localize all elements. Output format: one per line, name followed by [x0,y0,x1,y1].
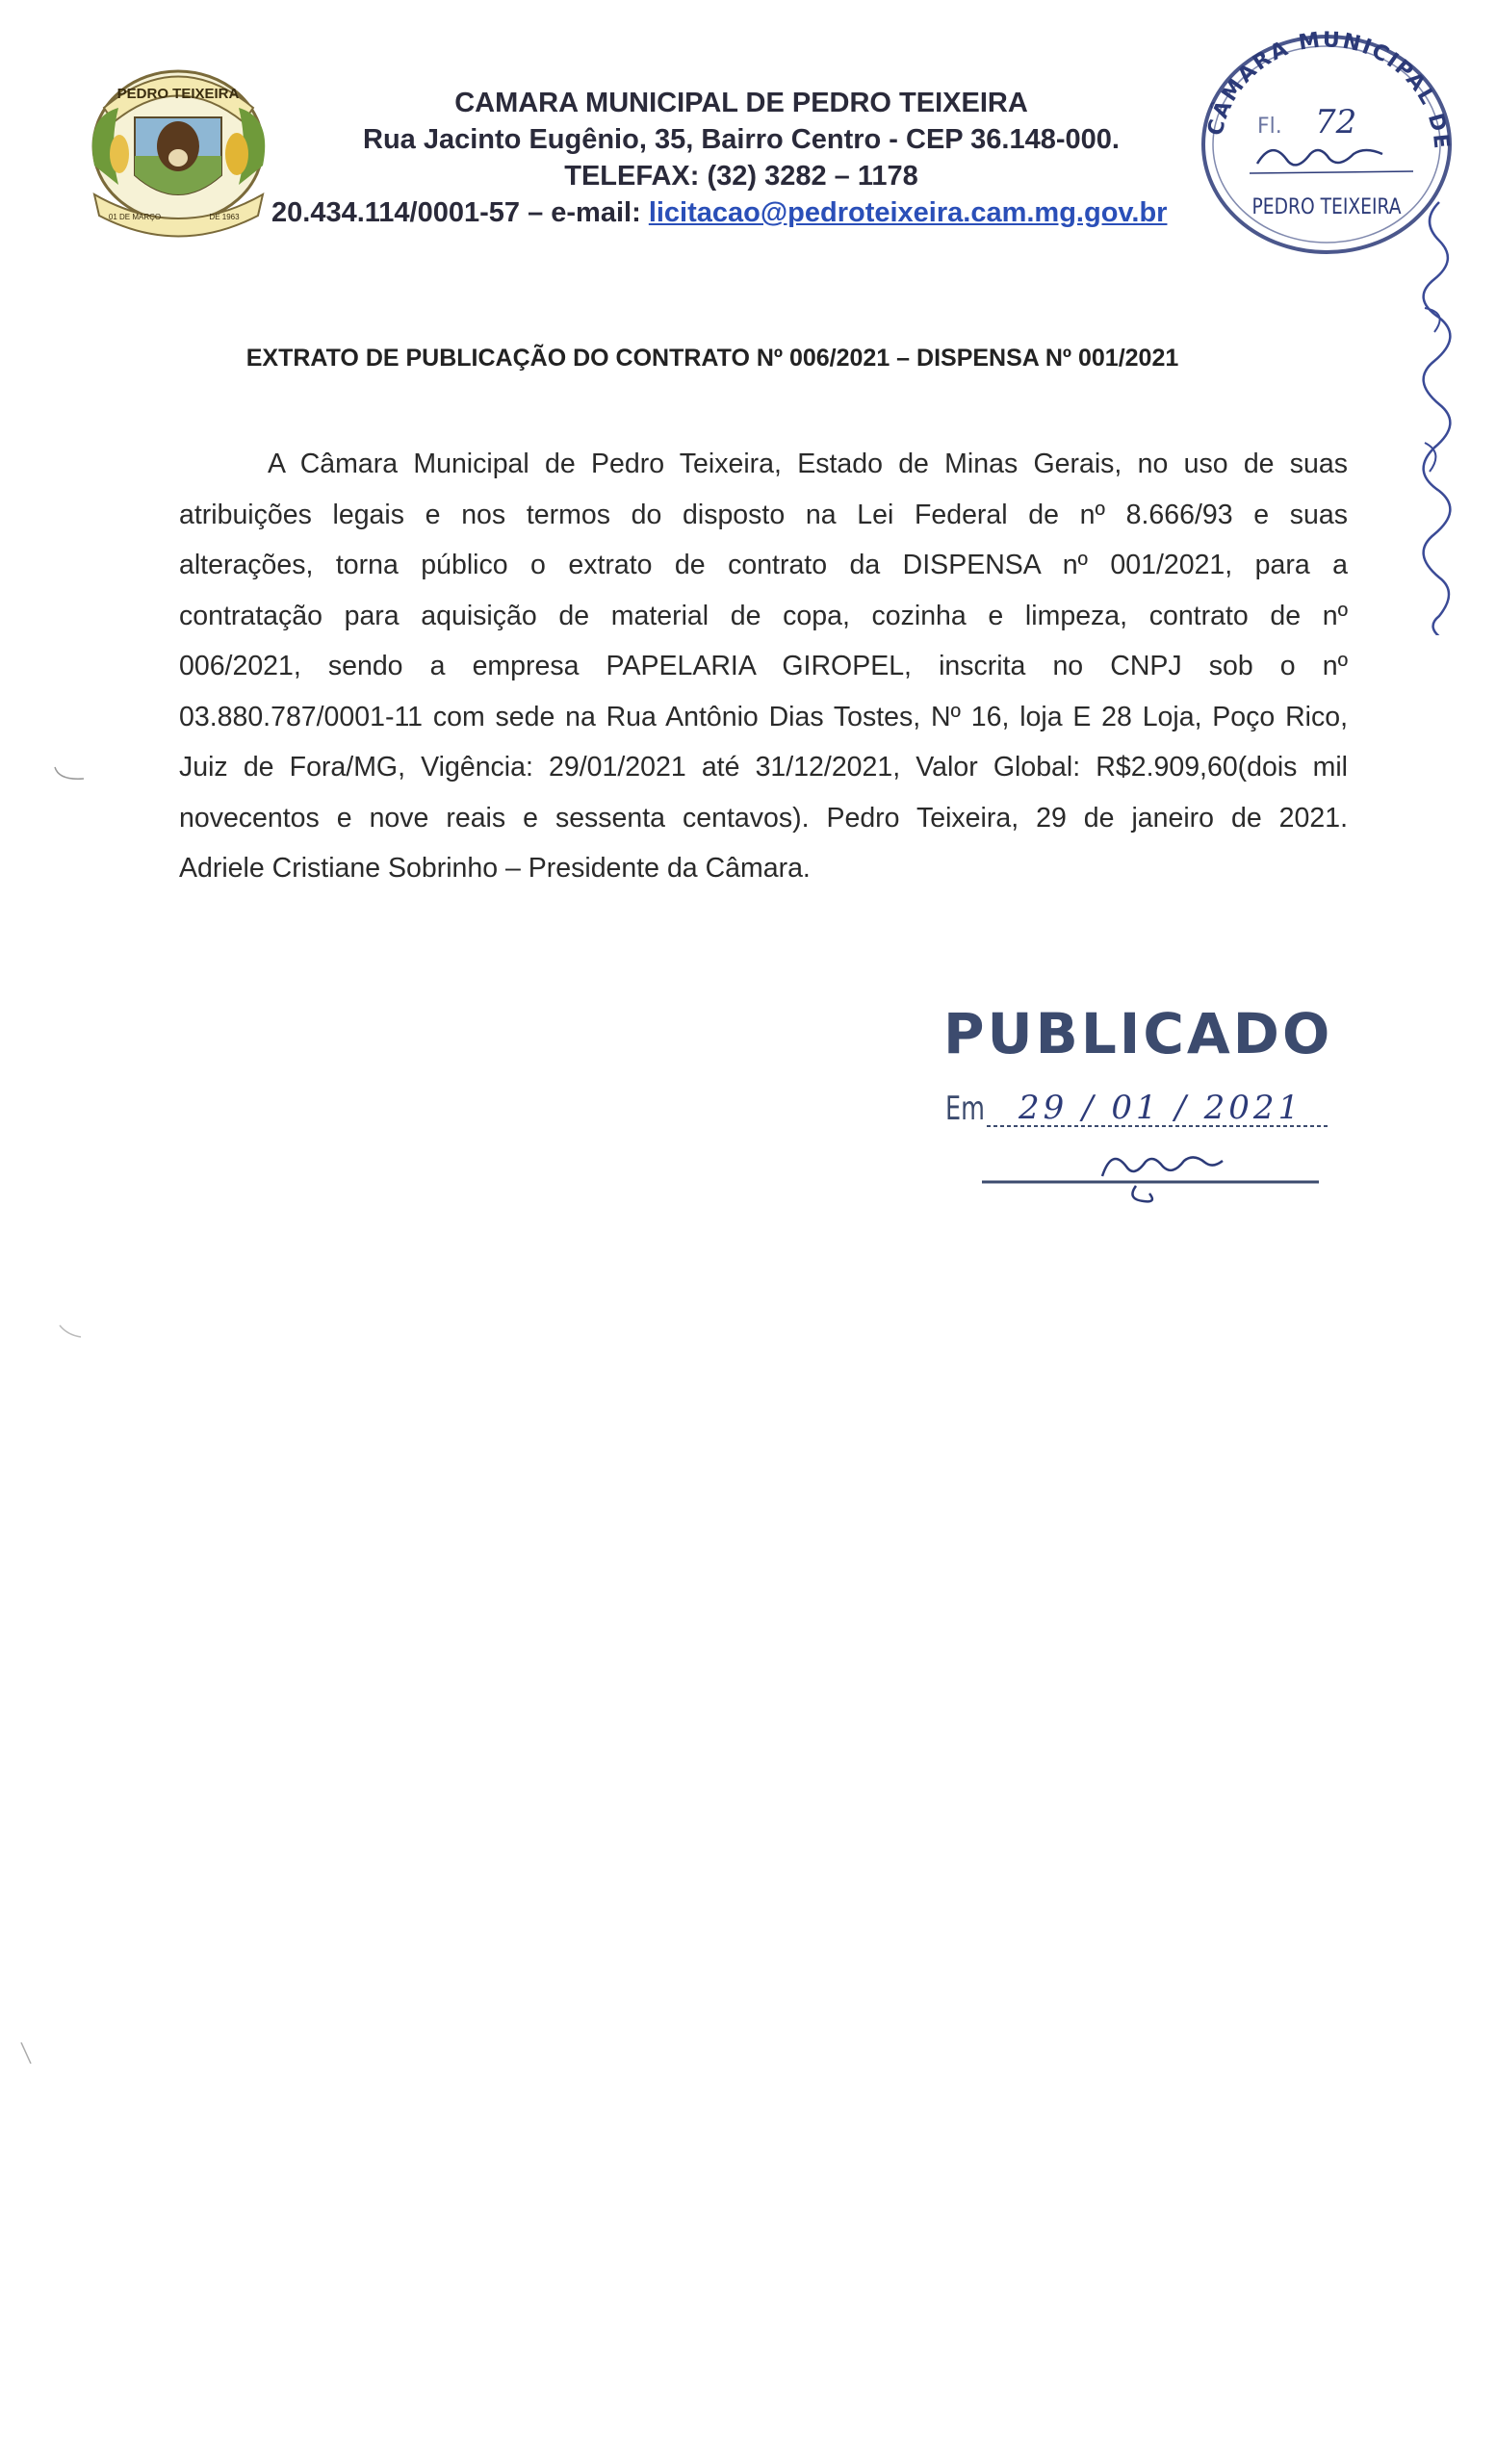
body-line: novecentos e nove reais e sessenta centavos). Pedro Teixeira, 29 de janeiro de 2021. [179,802,1348,834]
publication-date: 29 / 01 / 2021 [1019,1089,1303,1127]
publication-stamp [943,1001,1348,1222]
org-contact [271,194,1223,231]
stamp-signature [1257,150,1382,165]
letterhead [260,85,1223,231]
stamp-page-label: Fl. [1257,115,1282,139]
body-line: 006/2021, sendo a empresa PAPELARIA GIROPEL, inscrita no CNPJ sob o nº [179,651,1348,681]
email-link[interactable]: licitacao@pedroteixeira.cam.mg.gov.br [648,197,1168,228]
coat-of-arms-icon [75,50,282,243]
org-address: Rua Jacinto Eugênio, 35, Bairro Centro - CEP 36.148-000. [363,124,1120,155]
body-line: A Câmara Municipal de Pedro Teixeira, Estado de Minas Gerais, no uso de suas [268,449,1348,479]
publication-date-prefix: Em [945,1090,985,1128]
stamp-page-number: 72 [1315,103,1357,141]
stamp-bottom-text: PEDRO TEIXEIRA [1251,193,1402,219]
body-line: atribuições legais e nos termos do disposto na Lei Federal de nº 8.666/93 e suas [179,499,1348,530]
logo-ribbon-right: DE 1963 [209,213,240,221]
org-phone: TELEFAX: (32) 3282 – 1178 [564,161,918,192]
org-cnpj: 20.434.114/0001-57 – e-mail: [271,197,649,228]
margin-signature [1396,192,1473,635]
org-name: CAMARA MUNICIPAL DE PEDRO TEIXEIRA [454,88,1028,118]
scan-mark [19,2040,39,2069]
scan-mark [53,765,91,784]
publication-date-handwriting [943,1068,1348,1222]
body-line: 03.880.787/0001-11 com sede na Rua Antônio Dias Tostes, Nº 16, loja E 28 Loja, Poço Rico, [179,701,1348,732]
logo-banner-text: PEDRO TEIXEIRA [116,86,240,102]
body-line: Juiz de Fora/MG, Vigência: 29/01/2021 até 31/12/2021, Valor Global: R$2.909,60(dois mil [179,752,1348,783]
logo-ribbon-left: 01 DE MARÇO [108,213,162,221]
publication-stamp-word: PUBLICADO [943,1001,1333,1066]
stamp-arc-text: CÂMARA MUNICIPAL DE [1203,28,1454,152]
document-body [179,439,1348,894]
body-line: alterações, torna público o extrato de contrato da DISPENSA nº 001/2021, para a [179,550,1348,580]
document-title: EXTRATO DE PUBLICAÇÃO DO CONTRATO Nº 006/2021 – DISPENSA Nº 001/2021 [245,345,1179,372]
body-line: contratação para aquisição de material de copa, cozinha e limpeza, contrato de nº [179,600,1348,631]
publication-signature [1102,1157,1223,1201]
scan-mark [58,1323,87,1343]
body-signature-line: Adriele Cristiane Sobrinho – Presidente da Câmara. [179,853,811,884]
